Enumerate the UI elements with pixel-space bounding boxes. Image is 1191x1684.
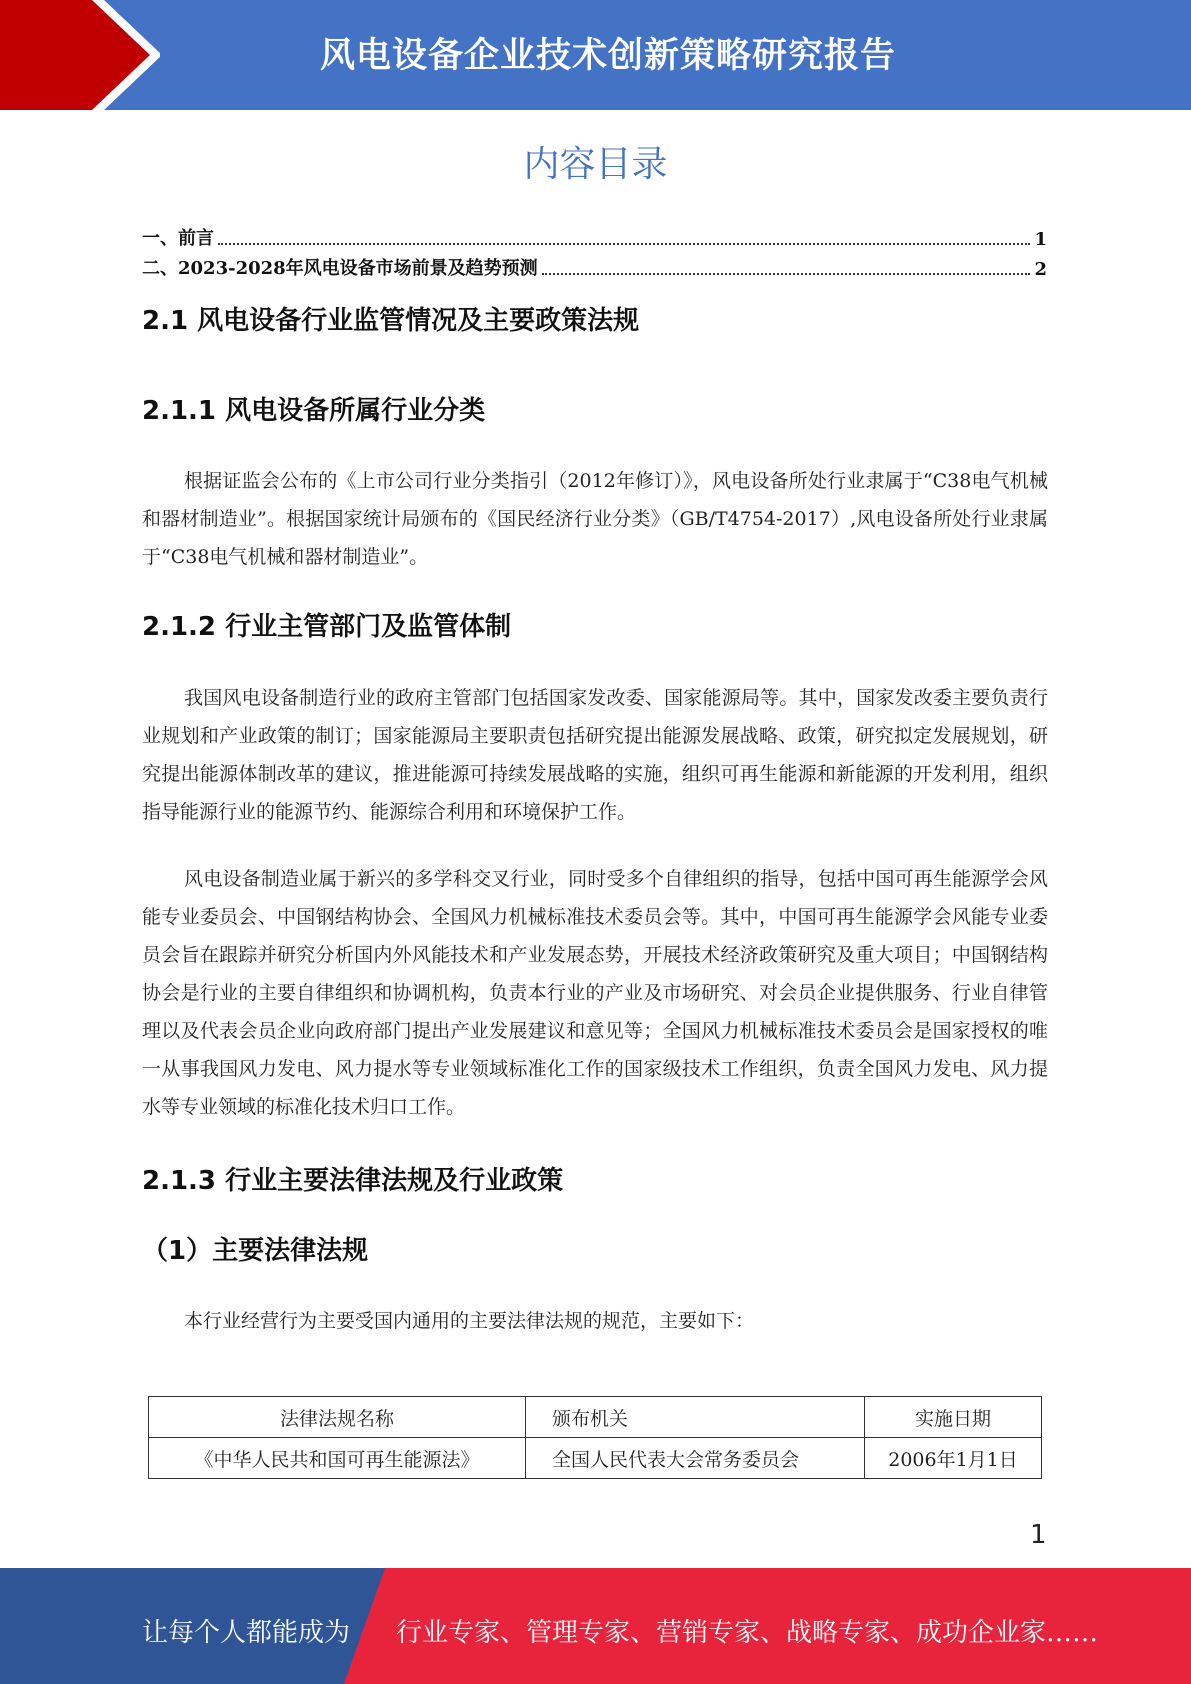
header-banner xyxy=(0,0,1191,110)
table-row xyxy=(149,1438,1042,1479)
page-break-mask xyxy=(140,1480,1060,1510)
toc-entry-label: 一、前言 xyxy=(142,228,214,249)
toc-heading: 内容目录 xyxy=(523,144,668,185)
toc-leader-dots xyxy=(542,272,1031,275)
footer-banner xyxy=(0,1568,1191,1684)
section-heading-2-1-1: 2.1.1 风电设备所属行业分类 xyxy=(142,396,486,426)
table-header-cell: 颁布机关 xyxy=(526,1397,865,1438)
subsection-heading-laws: （1）主要法律法规 xyxy=(142,1236,369,1266)
report-title: 风电设备企业技术创新策略研究报告 xyxy=(320,36,897,76)
section-heading-2-1: 2.1 风电设备行业监管情况及主要政策法规 xyxy=(142,306,640,336)
toc-entry[interactable] xyxy=(142,226,1047,250)
toc-entry[interactable] xyxy=(142,256,1047,280)
footer-slogan-right: 行业专家、管理专家、营销专家、战略专家、成功企业家…… xyxy=(396,1618,1099,1648)
table-header-row xyxy=(149,1397,1042,1438)
table-cell: 全国人民代表大会常务委员会 xyxy=(526,1438,865,1479)
toc-entry-page: 1 xyxy=(1034,229,1047,250)
table-header-cell: 法律法规名称 xyxy=(149,1397,526,1438)
paragraph-industry-classification: 根据证监会公布的《上市公司行业分类指引（2012年修订）》，风电设备所处行业隶属于“C38电气机械和器材制造业”。根据国家统计局颁布的《国民经济行业分类》（GB/T4754-2017）,风电设备所处行业隶属于“C38电气机械和器材制造业”。 xyxy=(142,470,1048,568)
paragraph-regulators: 我国风电设备制造行业的政府主管部门包括国家发改委、国家能源局等。其中，国家发改委主要负责行业规划和产业政策的制订；国家能源局主要职责包括研究提出能源发展战略、政策，研究拟定发展规划，研究提出能源体制改革的建议，推进能源可持续发展战略的实施，组织可再生能源和新能源的开发利用，组织指导能源行业的能源节约、能源综合利用和环境保护工作。 xyxy=(142,687,1048,823)
table-cell: 2006年1月1日 xyxy=(865,1438,1042,1479)
table-header-cell: 实施日期 xyxy=(865,1397,1042,1438)
red-arrow-decoration xyxy=(0,0,160,110)
paragraph-laws-intro: 本行业经营行为主要受国内通用的主要法律法规的规范，主要如下： xyxy=(184,1310,755,1332)
table-cell: 《中华人民共和国可再生能源法》 xyxy=(149,1438,526,1479)
page-number: 1 xyxy=(1030,1520,1047,1550)
paragraph-self-regulatory-orgs: 风电设备制造业属于新兴的多学科交叉行业，同时受多个自律组织的指导，包括中国可再生能源学会风能专业委员会、中国钢结构协会、全国风力机械标准技术委员会等。其中，中国可再生能源学会风能专业委员会旨在跟踪并研究分析国内外风能技术和产业发展态势，开展技术经济政策研究及重大项目；中国钢结构协会是行业的主要自律组织和协调机构，负责本行业的产业及市场研究、对会员企业提供服务、行业自律管理以及代表会员企业向政府部门提出产业发展建议和意见等；全国风力机械标准技术委员会是国家授权的唯一从事我国风力发电、风力提水等专业领域标准化工作的国家级技术工作组织，负责全国风力发电、风力提水等专业领域的标准化技术归口工作。 xyxy=(142,868,1048,1118)
footer-slogan-left: 让每个人都能成为 xyxy=(142,1618,351,1648)
toc-entry-label: 二、2023-2028年风电设备市场前景及趋势预测 xyxy=(142,258,538,279)
toc-leader-dots xyxy=(218,242,1030,245)
toc-entry-page: 2 xyxy=(1034,259,1047,280)
section-heading-2-1-2: 2.1.2 行业主管部门及监管体制 xyxy=(142,612,512,642)
laws-table xyxy=(148,1396,1042,1479)
section-heading-2-1-3: 2.1.3 行业主要法律法规及行业政策 xyxy=(142,1166,564,1196)
